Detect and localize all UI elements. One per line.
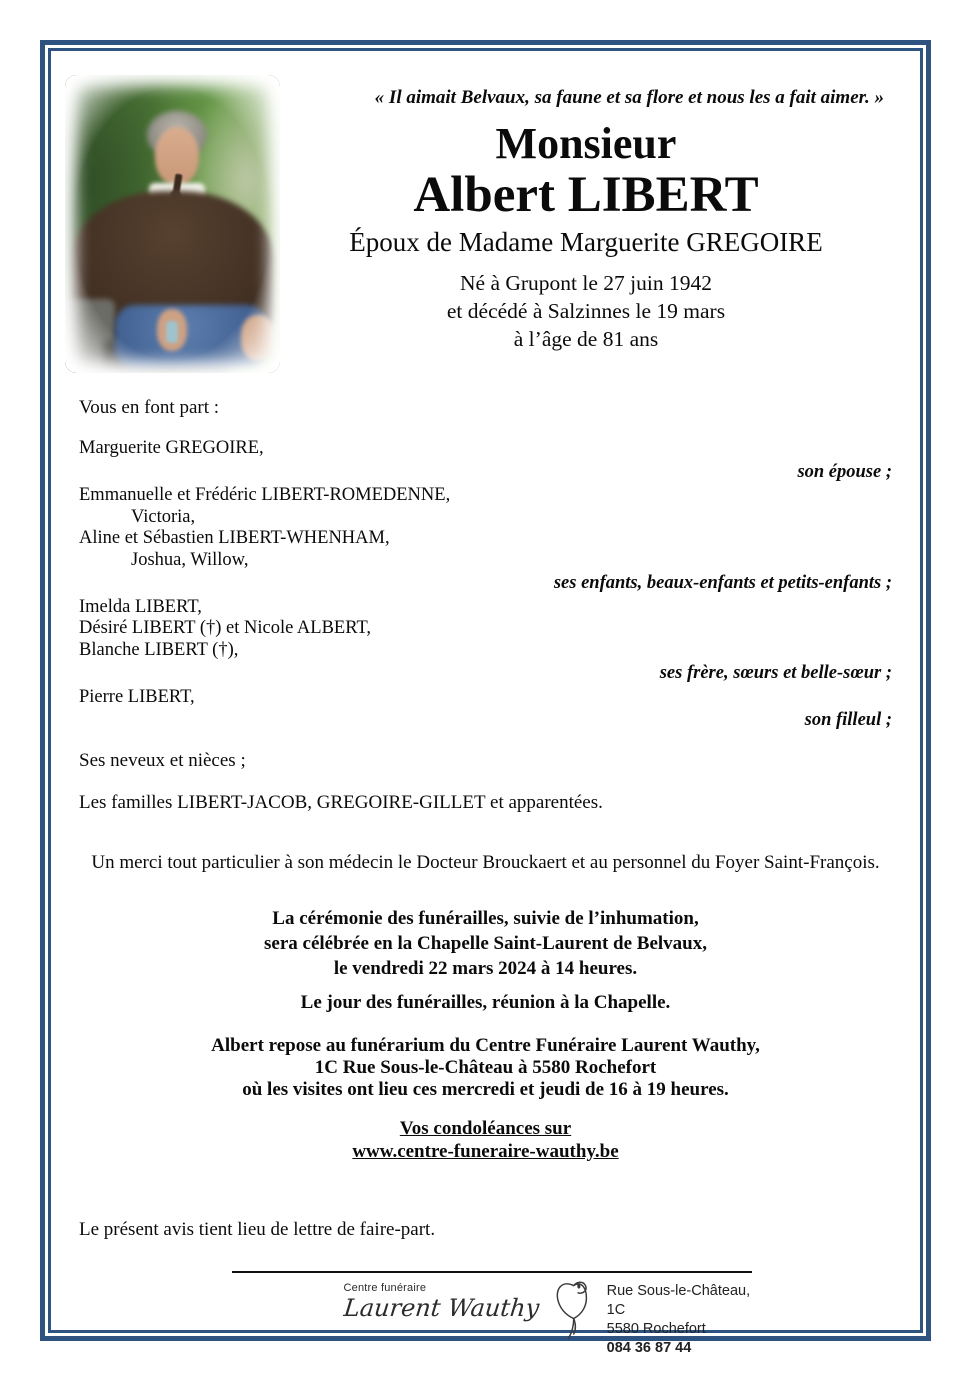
footer-section	[232, 1271, 752, 1358]
relation-label: ses frère, sœurs et belle-sœur ;	[659, 663, 892, 683]
header-section	[79, 73, 892, 373]
funeral-home-signature	[344, 1273, 752, 1358]
family-group-children	[79, 485, 892, 595]
card-content	[51, 51, 920, 1356]
family-member: Victoria,	[131, 506, 196, 527]
age-line: à l’âge de 81 ans	[513, 326, 659, 351]
family-member: Imelda LIBERT,	[79, 596, 202, 617]
ceremony-line: La cérémonie des funérailles, suivie de l’inhumation,	[272, 907, 699, 929]
header-text-block	[280, 73, 892, 353]
family-member: Aline et Sébastien LIBERT-WHENHAM,	[79, 528, 390, 548]
reunion-line: Le jour des funérailles, réunion à la Chapelle.	[300, 991, 671, 1013]
condolences-title: Vos condoléances sur	[399, 1117, 572, 1139]
faire-part-notice: Le présent avis tient lieu de lettre de faire-part.	[79, 1218, 436, 1240]
condolences-url-link[interactable]: www.centre-funeraire-wauthy.be	[352, 1140, 619, 1162]
nephews-line: Ses neveux et nièces ;	[79, 749, 246, 771]
relation-label: ses enfants, beaux-enfants et petits-enfants ;	[553, 573, 892, 593]
calla-lily-icon	[551, 1278, 595, 1345]
announcement-section	[79, 397, 892, 1241]
funeral-home-address	[607, 1282, 752, 1358]
birth-line: Né à Grupont le 27 juin 1942	[460, 270, 712, 295]
address-city: 5580 Rochefort	[606, 1320, 706, 1337]
phone-number: 084 36 87 44	[606, 1339, 692, 1356]
vitals-block	[280, 269, 892, 353]
title-honorific: Monsieur	[495, 119, 677, 168]
portrait-photo	[65, 75, 280, 373]
repose-line: 1C Rue Sous-le-Château à 5580 Rochefort	[314, 1056, 657, 1078]
family-group-siblings	[79, 597, 892, 685]
family-member: Joshua, Willow,	[131, 549, 249, 570]
address-street: Rue Sous-le-Château, 1C	[606, 1282, 751, 1318]
family-group-godson	[79, 687, 892, 732]
family-member: Pierre LIBERT,	[79, 686, 195, 707]
relation-label: son filleul ;	[804, 710, 892, 730]
family-group-spouse	[79, 438, 892, 483]
ceremony-line: le vendredi 22 mars 2024 à 14 heures.	[333, 957, 638, 979]
families-line: Les familles LIBERT-JACOB, GREGOIRE-GILLET et apparentées.	[79, 791, 603, 813]
thanks-line: Un merci tout particulier à son médecin le Docteur Brouckaert et au personnel du Foyer Saint-François.	[91, 851, 880, 873]
ceremony-line: sera célébrée en la Chapelle Saint-Laurent de Belvaux,	[264, 932, 707, 954]
brand-name: Laurent Wauthy	[342, 1293, 541, 1322]
family-member: Blanche LIBERT (†),	[79, 639, 239, 660]
inner-border-frame	[48, 48, 923, 1356]
repose-line: Albert repose au funérarium du Centre Funéraire Laurent Wauthy,	[211, 1034, 760, 1056]
family-member: Emmanuelle et Frédéric LIBERT-ROMEDENNE,	[79, 485, 451, 505]
intro-line: Vous en font part :	[79, 397, 220, 418]
ceremony-block	[79, 906, 892, 981]
outer-border-frame	[40, 40, 931, 1356]
repose-block	[79, 1035, 892, 1101]
spouse-line: Époux de Madame Marguerite GREGOIRE	[349, 226, 823, 257]
condolences-block	[79, 1117, 892, 1163]
deceased-name: Albert LIBERT	[413, 166, 759, 223]
photo-vignette	[65, 75, 280, 373]
relation-label: son épouse ;	[797, 461, 892, 482]
memorial-quote: « Il aimait Belvaux, sa faune et sa flore et nous les a fait aimer. »	[374, 87, 884, 108]
funeral-home-brand	[344, 1282, 539, 1322]
brand-tagline: Centre funéraire	[343, 1281, 427, 1294]
death-line: et décédé à Salzinnes le 19 mars	[446, 298, 726, 323]
family-member: Désiré LIBERT (†) et Nicole ALBERT,	[79, 618, 371, 638]
family-member: Marguerite GREGOIRE,	[79, 438, 264, 458]
repose-line: où les visites ont lieu ces mercredi et jeudi de 16 à 19 heures.	[242, 1078, 729, 1100]
